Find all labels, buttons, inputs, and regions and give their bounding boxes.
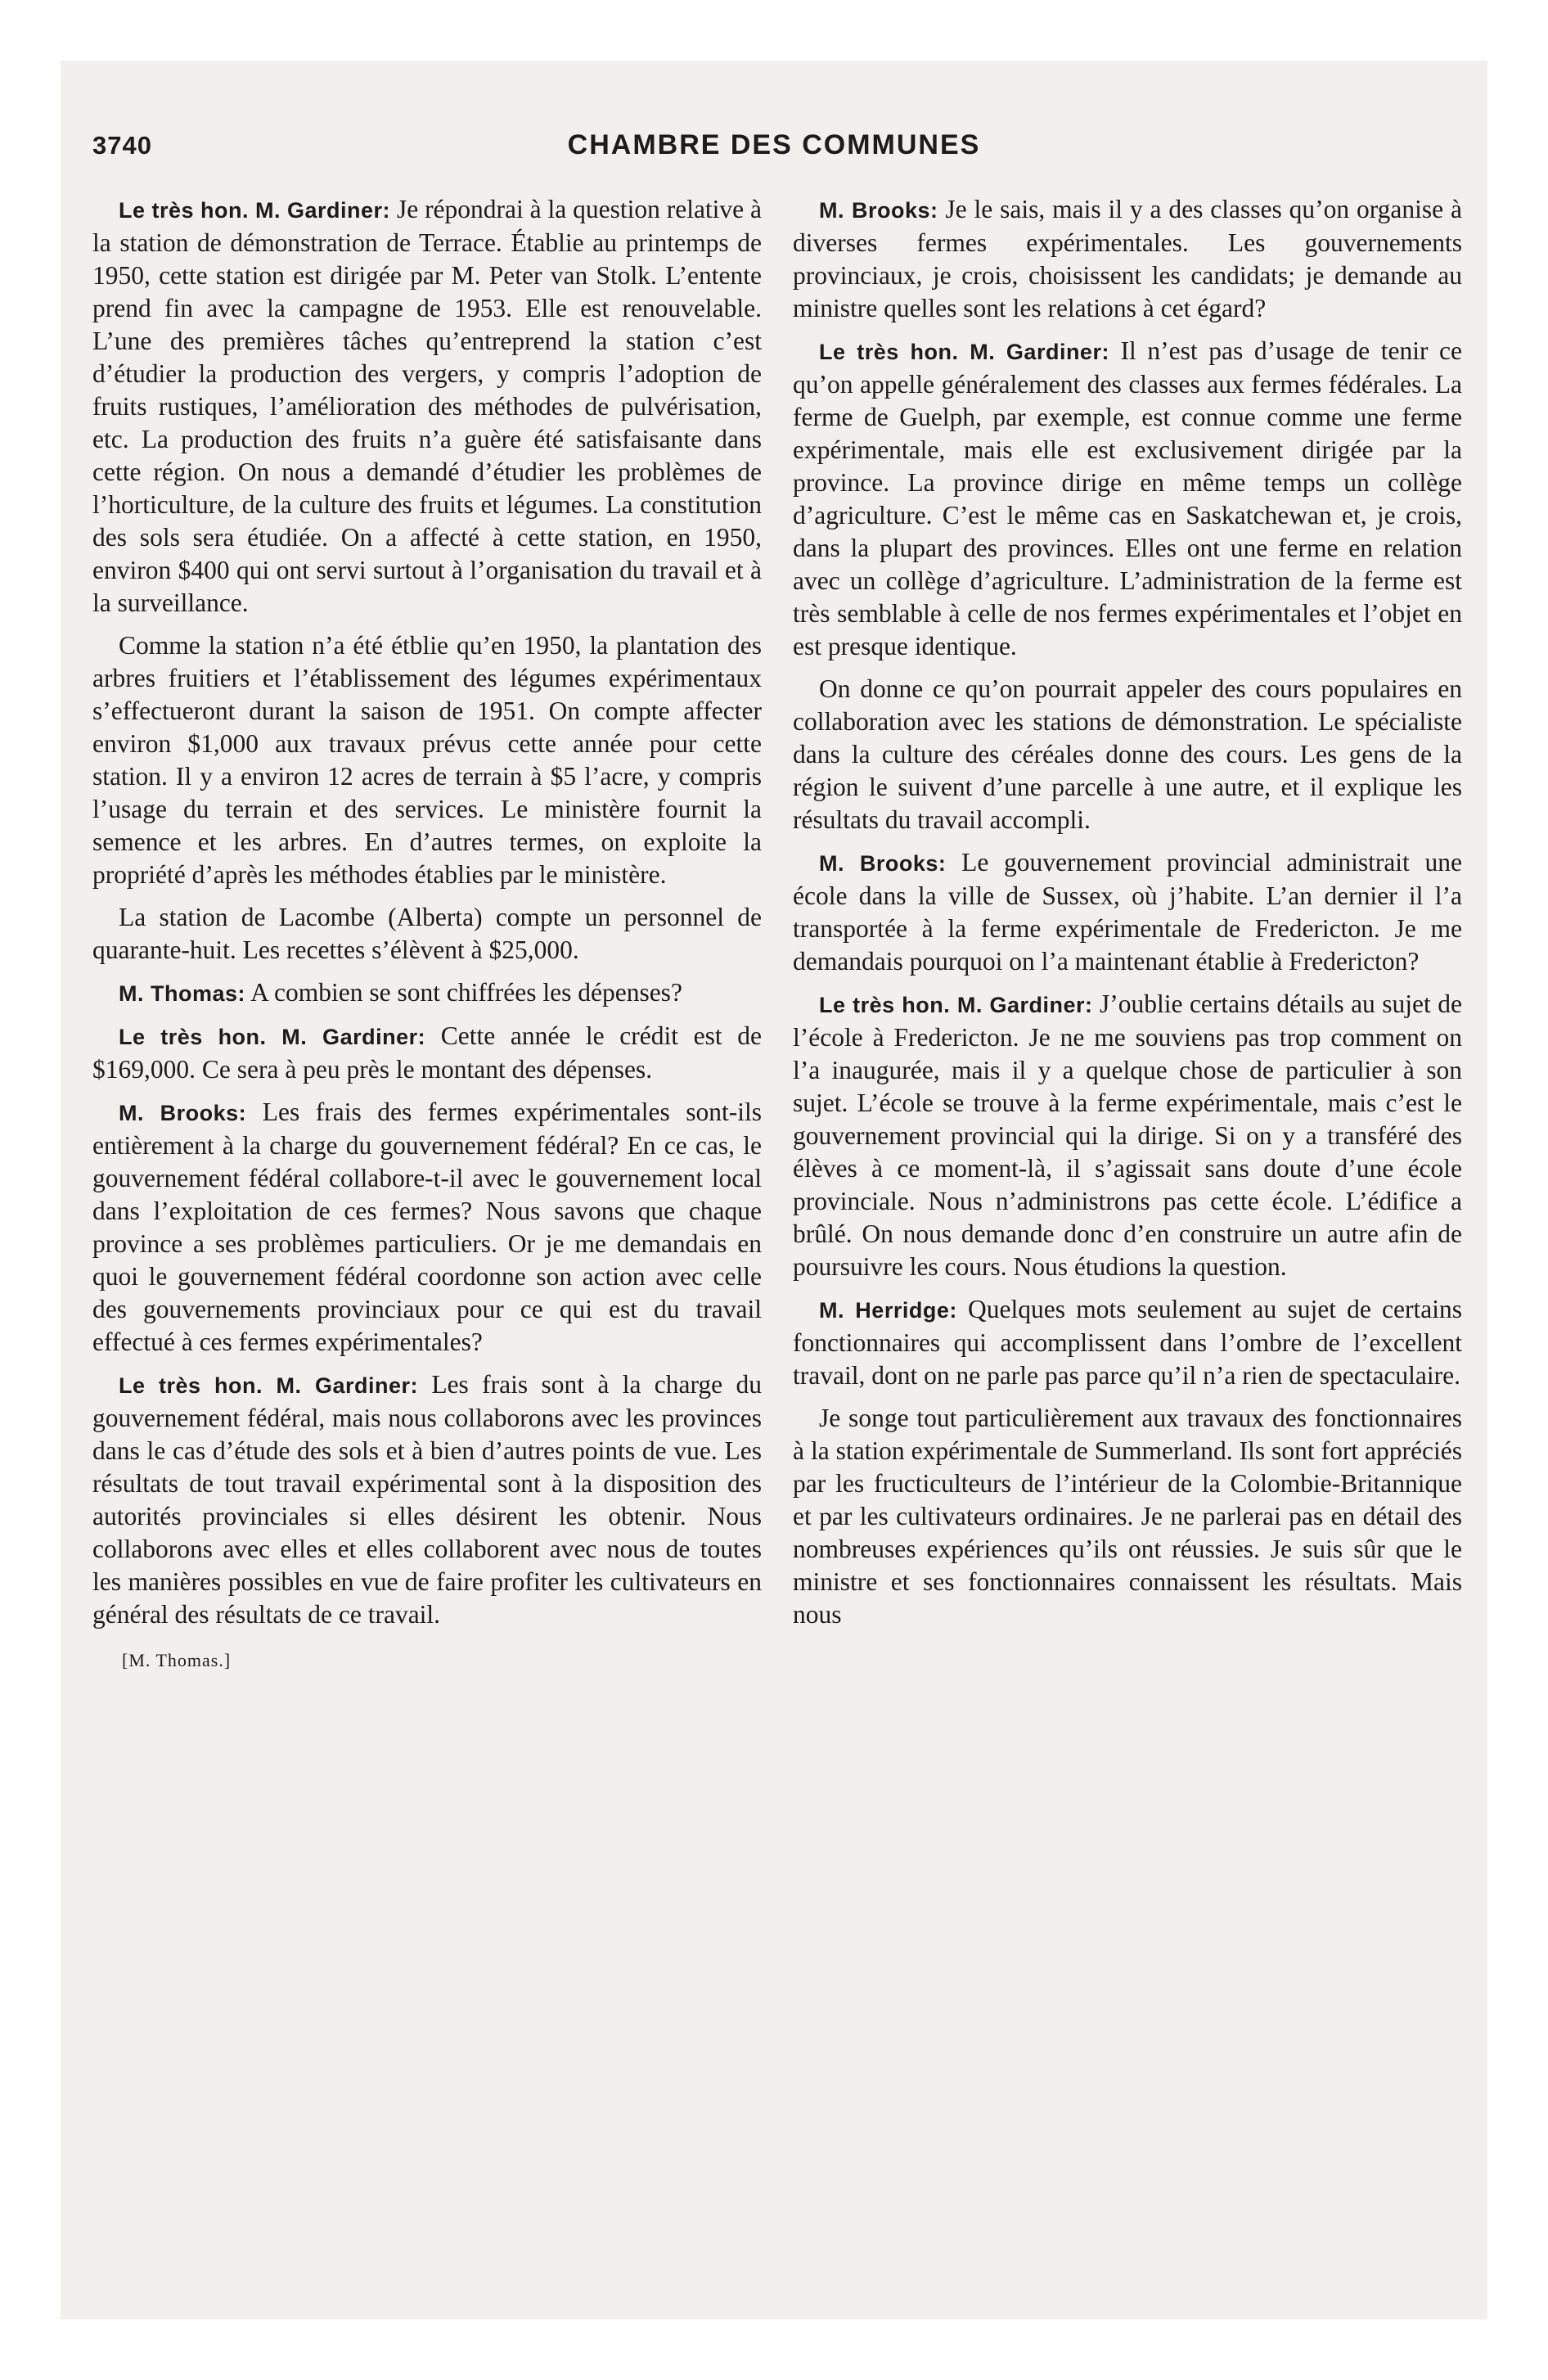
speaker-name: M. Herridge: bbox=[819, 1298, 957, 1323]
paragraph bbox=[793, 193, 1462, 325]
paragraph bbox=[92, 1096, 762, 1359]
paragraph-text: J’oublie certains détails au sujet de l’école à Fredericton. Je ne me souviens pas trop comment on l’a inaugurée, mais il y a quelque chose de particulier à son sujet. L’école se trouve à la ferme expérimentale, mais c’est le gouvernement provincial qui la dirige. Si on y a transféré des élèves à ce moment-là, il s’agissait sans doute d’une école provinciale. Nous n’administrons pas cette école. L’édifice a brûlé. On nous demande donc d’en construire un autre afin de poursuivre les cours. Nous étudions la question. bbox=[793, 989, 1462, 1281]
paragraph bbox=[793, 335, 1462, 663]
paragraph bbox=[92, 976, 762, 1010]
speaker-name: M. Thomas: bbox=[119, 981, 246, 1006]
paragraph-text: On donne ce qu’on pourrait appeler des cours populaires en collaboration avec les stations de démonstration. Le spécialiste dans la culture des céréales donne des cours. Les gens de la région le suivent d’une parcelle à une autre, et il explique les résultats du travail accompli. bbox=[793, 674, 1462, 834]
running-head: CHAMBRE DES COMMUNES bbox=[567, 129, 981, 160]
paragraph bbox=[92, 629, 762, 891]
right-column bbox=[793, 193, 1462, 1641]
speaker-name: M. Brooks: bbox=[819, 198, 938, 223]
paragraph bbox=[793, 988, 1462, 1283]
left-column bbox=[92, 193, 762, 1677]
paragraph bbox=[793, 1402, 1462, 1631]
page-number: 3740 bbox=[92, 131, 152, 160]
paragraph bbox=[92, 1020, 762, 1086]
paragraph-text: Cette année le crédit est de $169,000. Ce sera à peu près le montant des dépenses. bbox=[92, 1021, 762, 1084]
paragraph bbox=[793, 673, 1462, 836]
speaker-footnote: [M. Thomas.] bbox=[122, 1650, 232, 1670]
speaker-name: Le très hon. M. Gardiner: bbox=[819, 340, 1109, 364]
paragraph-text: Quelques mots seulement au sujet de certains fonctionnaires qui accomplissent dans l’ombre de l’excellent travail, dont on ne parle pas parce qu’il n’a rien de spectaculaire. bbox=[793, 1295, 1462, 1390]
speaker-name: Le très hon. M. Gardiner: bbox=[119, 1025, 426, 1049]
paragraph bbox=[793, 1293, 1462, 1392]
paragraph bbox=[793, 846, 1462, 978]
paragraph bbox=[92, 901, 762, 967]
paragraph bbox=[92, 193, 762, 620]
speaker-name: M. Brooks: bbox=[819, 851, 947, 876]
speaker-name: Le très hon. M. Gardiner: bbox=[119, 198, 391, 223]
paragraph-text: Je songe tout particulièrement aux travaux des fonctionnaires à la station expérimentale de Summerland. Ils sont fort appréciés par les fructiculteurs de l’intérieur de la Colombie-Britannique et par les cultivateurs ordinaires. Je ne parlerai pas en détail des nombreuses expériences qu’ils ont réussies. Je suis sûr que le ministre et ses fonctionnaires connaissent les résultats. Mais nous bbox=[793, 1404, 1462, 1629]
paragraph-text: Les frais sont à la charge du gouvernement fédéral, mais nous collaborons avec les provinces dans le cas d’étude des sols et à bien d’autres points de vue. Les résultats de tout travail expérimental sont à la disposition des autorités provinciales si elles désirent les obtenir. Nous collaborons avec elles et elles collaborent avec nous de toutes les manières possibles en vue de faire profiter les cultivateurs en général des résultats de ce travail. bbox=[92, 1370, 762, 1629]
paragraph bbox=[92, 1368, 762, 1631]
paragraph-text: Comme la station n’a été étblie qu’en 1950, la plantation des arbres fruitiers et l’établissement des légumes expérimentaux s’effectueront durant la saison de 1951. On compte affecter environ $1,000 aux travaux prévus cette année pour cette station. Il y a environ 12 acres de terrain à $5 l’acre, y compris l’usage du terrain et des services. Le ministère fournit la semence et les arbres. En d’autres termes, on exploite la propriété d’après les méthodes établies par le ministère. bbox=[92, 631, 762, 889]
paragraph-text: La station de Lacombe (Alberta) compte un personnel de quarante-huit. Les recettes s’élèvent à $25,000. bbox=[92, 903, 762, 964]
paragraph-text: Je le sais, mais il y a des classes qu’on organise à diverses fermes expérimentales. Les gouvernements provinciaux, je crois, choisissent les candidats; je demande au ministre quelles sont les relations à cet égard? bbox=[793, 195, 1462, 322]
paragraph-text: Les frais des fermes expérimentales sont-ils entièrement à la charge du gouvernement fédéral? En ce cas, le gouvernement fédéral collabore-t-il avec le gouvernement local dans l’exploitation de ces fermes? Nous savons que chaque province a ses problèmes particuliers. Or je me demandais en quoi le gouvernement fédéral coordonne son action avec celle des gouvernements provinciaux pour ce qui est du travail effectué à ces fermes expérimentales? bbox=[92, 1098, 763, 1356]
paragraph-text: A combien se sont chiffrées les dépenses? bbox=[250, 978, 682, 1007]
paragraph-text: Il n’est pas d’usage de tenir ce qu’on appelle généralement des classes aux fermes fédérales. La ferme de Guelph, par exemple, est connue comme une ferme expérimentale, mais elle est exclusivement dirigée par la province. La province dirige en même temps un collège d’agriculture. C’est le même cas en Saskatchewan et, je crois, dans la plupart des provinces. Elles ont une ferme en relation avec un collège d’agriculture. L’administration de la ferme est très semblable à celle de nos fermes expérimentales et l’objet en est presque identique. bbox=[793, 336, 1463, 660]
paragraph-text: Je répondrai à la question relative à la station de démonstration de Terrace. Établie au printemps de 1950, cette station est dirigée par M. Peter van Stolk. L’entente prend fin avec la campagne de 1953. Elle est renouvelable. L’une des premières tâches qu’entreprend la station c’est d’étudier la production des vergers, y compris l’adoption de fruits rustiques, l’amélioration des méthodes de pulvérisation, etc. La production des fruits n’a guère été satisfaisante dans cette région. On nous a demandé d’étudier les problèmes de l’horticulture, de la culture des fruits et légumes. La constitution des sols sera étudiée. On a affecté à cette station, en 1950, environ $400 qui ont servi surtout à l’organisation du travail et à la surveillance. bbox=[92, 195, 763, 617]
speaker-name: Le très hon. M. Gardiner: bbox=[119, 1373, 418, 1398]
speaker-name: Le très hon. M. Gardiner: bbox=[819, 993, 1093, 1017]
speaker-name: M. Brooks: bbox=[119, 1101, 247, 1125]
paragraph-text: Le gouvernement provincial administrait une école dans la ville de Sussex, où j’habite. L’an dernier il l’a transportée à la ferme expérimentale de Fredericton. Je me demandais pourquoi on l’a maintenant établie à Fredericton? bbox=[793, 848, 1463, 976]
